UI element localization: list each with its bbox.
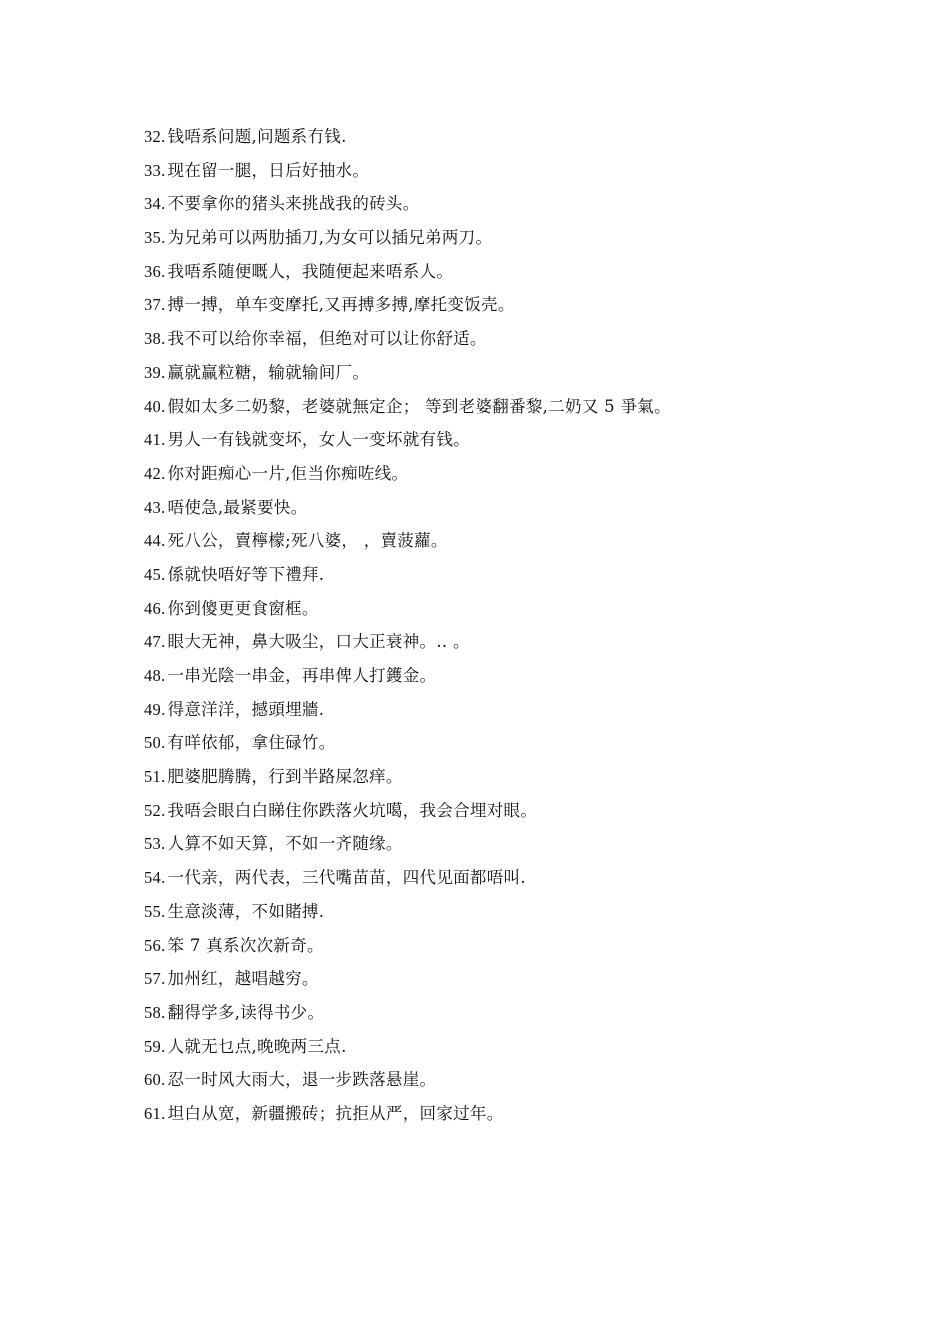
item-number: 54. [144,868,166,888]
item-text: 肥婆肥腾腾，行到半路屎忽痒。 [167,767,403,787]
list-item [144,895,904,929]
item-number: 38. [144,329,166,349]
list-item [144,356,904,390]
list-item [144,693,904,727]
item-text: 我唔系随便嘅人，我随便起来唔系人。 [167,261,454,281]
item-text: 唔使急,最紧要快。 [167,497,308,517]
list-item [144,794,904,828]
item-number: 45. [144,564,166,584]
list-item [144,255,904,289]
item-number: 58. [144,1002,166,1022]
item-number: 41. [144,430,166,450]
item-number: 56. [144,935,166,955]
item-number: 51. [144,767,166,787]
item-number: 39. [144,362,166,382]
item-text: 一串光陰一串金，再串俾人打鑊金。 [167,666,437,685]
list-item [144,558,904,592]
item-number: 50. [144,733,166,753]
item-number: 43. [144,497,166,517]
item-text: 赢就赢粒糖，输就输间厂。 [167,362,370,382]
item-text: 人就无乜点,晚晚两三点. [167,1036,347,1056]
item-text: 死八公，賣檸檬;死八婆， ，賣菠蘿。 [167,531,448,551]
item-text: 为兄弟可以两肋插刀,为女可以插兄弟两刀。 [167,228,493,248]
item-number: 59. [144,1036,166,1056]
list-item [144,625,904,659]
item-number: 35. [144,228,166,248]
item-text: 翻得学多,读得书少。 [167,1002,325,1022]
item-text: 有咩依郁，拿住碌竹。 [167,733,336,753]
item-text: 生意淡薄，不如賭搏. [167,901,325,921]
item-number: 53. [144,834,166,854]
list-item [144,322,904,356]
item-text: 假如太多二奶黎，老婆就無定企； 等到老婆翻番黎,二奶又 5 爭氣。 [167,396,671,416]
item-text: 一代亲，两代表，三代嘴苗苗，四代见面都唔叫. [167,868,526,888]
list-item [144,120,904,154]
item-number: 60. [144,1070,166,1090]
item-number: 61. [144,1103,166,1123]
list-item [144,962,904,996]
list-item [144,187,904,221]
item-text: 我不可以给你幸福，但绝对可以让你舒适。 [167,329,487,349]
item-number: 37. [144,295,166,315]
list-item [144,491,904,525]
item-text: 你对距痴心一片,佢当你痴咗线。 [167,463,409,483]
item-text: 男人一有钱就变坏，女人一变坏就有钱。 [167,430,470,450]
item-text: 係就快唔好等下禮拜. [167,564,325,584]
list-item [144,929,904,963]
list-item [144,760,904,794]
item-text: 人算不如天算，不如一齐随缘。 [167,834,403,854]
list-item [144,154,904,188]
saying-list [144,120,904,1131]
item-text: 坦白从宽，新疆搬砖；抗拒从严，回家过年。 [167,1103,504,1123]
item-number: 46. [144,598,166,618]
item-number: 55. [144,901,166,921]
item-number: 36. [144,261,166,281]
item-text: 忍一时风大雨大，退一步跌落悬崖。 [167,1070,437,1090]
list-item [144,423,904,457]
list-item [144,288,904,322]
item-number: 33. [144,160,166,180]
item-text: 不要拿你的猪头来挑战我的砖头。 [167,194,420,214]
item-number: 34. [144,194,166,214]
item-text: 现在留一腿，日后好抽水。 [167,160,370,180]
item-text: 眼大无神，鼻大吸尘，口大正衰神。.. 。 [167,632,470,652]
item-text: 笨 7 真系次次新奇。 [167,935,324,955]
item-number: 32. [144,127,166,146]
item-number: 40. [144,396,166,416]
item-number: 49. [144,699,166,719]
list-item [144,524,904,558]
list-item [144,1097,904,1131]
list-item [144,726,904,760]
list-item [144,827,904,861]
list-item [144,221,904,255]
list-item [144,659,904,693]
list-item [144,996,904,1030]
list-item [144,1030,904,1064]
item-text: 搏一搏，单车变摩托,又再搏多搏,摩托变饭壳。 [167,295,515,315]
item-text: 加州红，越唱越穷。 [167,969,319,989]
item-text: 得意洋洋，撼頭埋牆. [167,699,325,719]
item-number: 44. [144,531,166,551]
item-number: 52. [144,800,166,820]
item-text: 你到傻更更食窗框。 [167,598,319,618]
list-item [144,390,904,424]
list-item [144,457,904,491]
item-number: 48. [144,666,166,685]
list-item [144,592,904,626]
item-text: 我唔会眼白白睇住你跌落火坑噶，我会合埋对眼。 [167,800,538,820]
item-number: 57. [144,969,166,989]
item-text: 钱唔系问题,问题系冇钱. [167,127,347,146]
list-item [144,861,904,895]
item-number: 47. [144,632,166,652]
item-number: 42. [144,463,166,483]
list-item [144,1063,904,1097]
